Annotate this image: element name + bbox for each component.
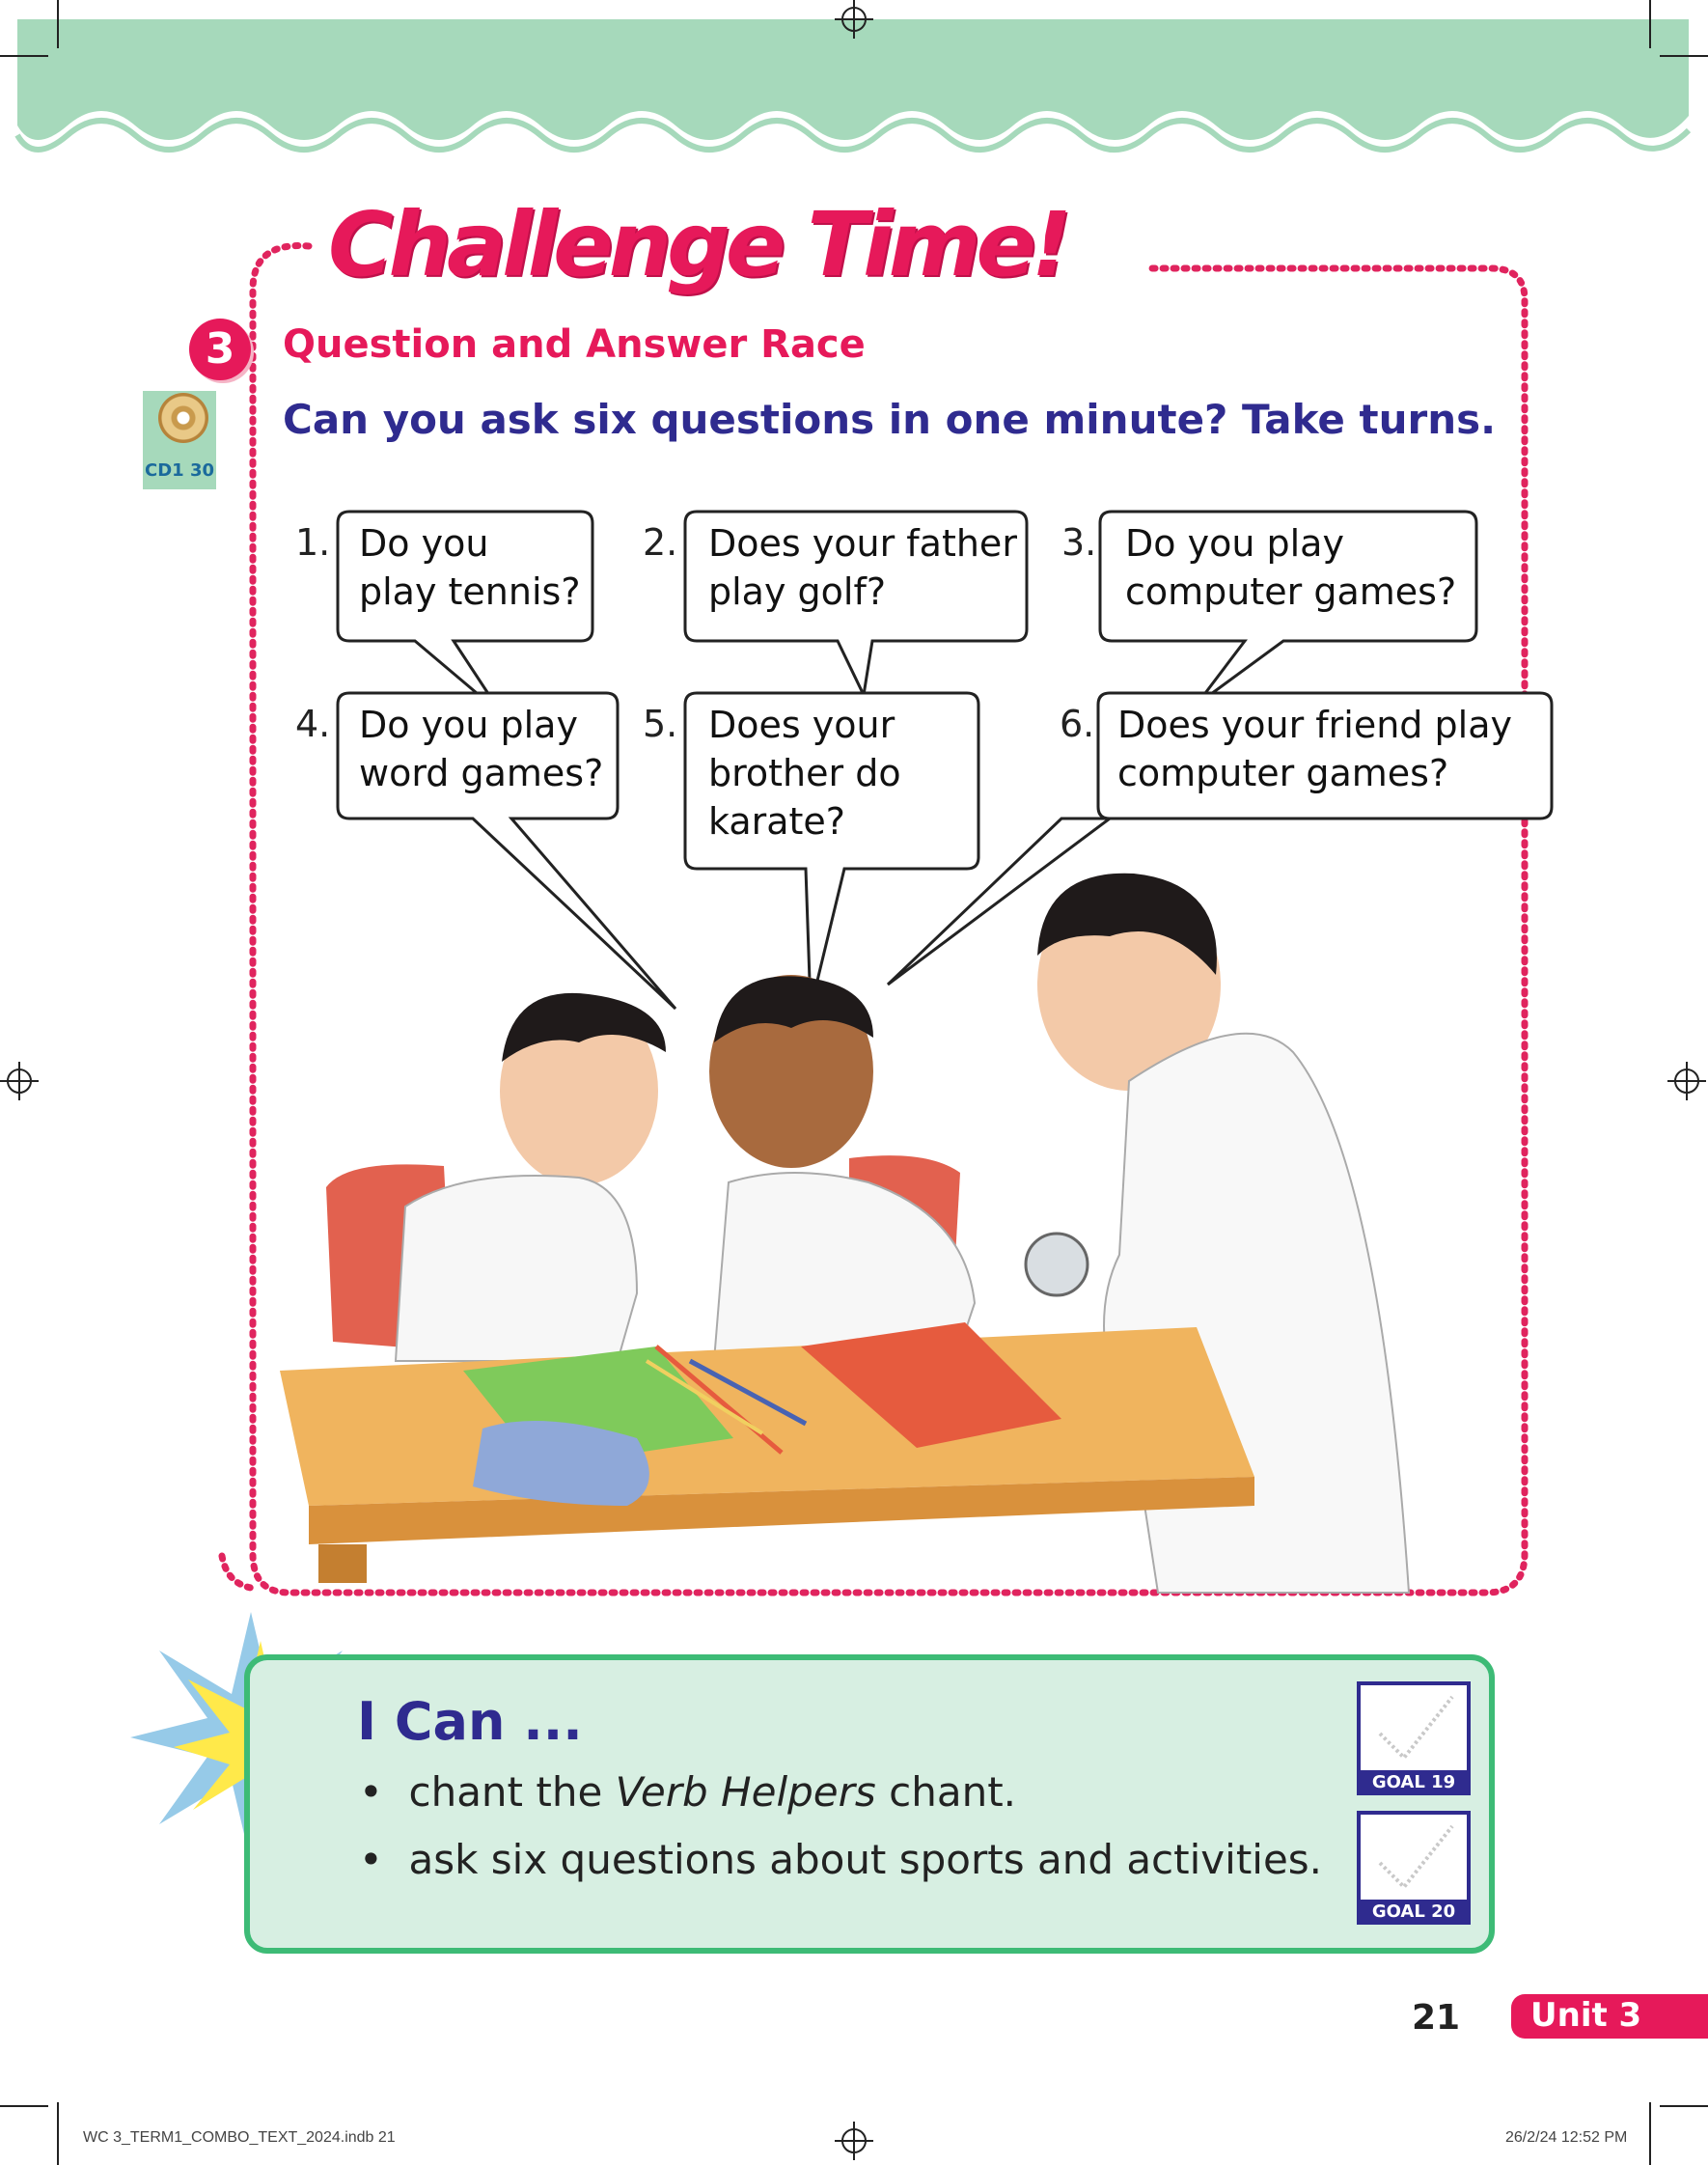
question-5-text: Does your brother do karate? [708, 704, 901, 843]
question-3-text: Do you play computer games? [1125, 522, 1457, 613]
cd-track-label: CD1 30 [145, 460, 214, 481]
page-number: 21 [1412, 1998, 1461, 2038]
footer-file-name: WC 3_TERM1_COMBO_TEXT_2024.indb 21 [83, 2129, 396, 2146]
ican-title: I Can ... [357, 1691, 583, 1752]
instruction-text: Can you ask six questions in one minute? Take turns. [283, 396, 1497, 443]
goal-19-label: GOAL 19 [1357, 1770, 1471, 1795]
question-1-number: 1. [295, 521, 331, 564]
question-5-number: 5. [643, 703, 678, 745]
question-6-number: 6. [1060, 703, 1095, 745]
ican-item-1: • chant the Verb Helpers chant. [359, 1768, 1017, 1816]
activity-number-badge: 3 [189, 319, 251, 380]
question-1-text: Do you play tennis? [359, 522, 581, 613]
ican-item-2: • ask six questions about sports and activities. [359, 1836, 1323, 1883]
unit-label: Unit 3 [1530, 1996, 1642, 2035]
activity-title: Question and Answer Race [283, 322, 866, 367]
goal-20-label: GOAL 20 [1357, 1900, 1471, 1925]
footer-date: 26/2/24 12:52 PM [1505, 2129, 1628, 2146]
question-6-text: Does your friend play computer games? [1117, 704, 1512, 794]
question-3-number: 3. [1061, 521, 1097, 564]
question-4-number: 4. [295, 703, 331, 745]
page-title: Challenge Time! [328, 193, 1067, 296]
question-2-text: Does your father play golf? [708, 522, 1017, 613]
question-2-number: 2. [643, 521, 678, 564]
question-4-text: Do you play word games? [359, 704, 604, 794]
